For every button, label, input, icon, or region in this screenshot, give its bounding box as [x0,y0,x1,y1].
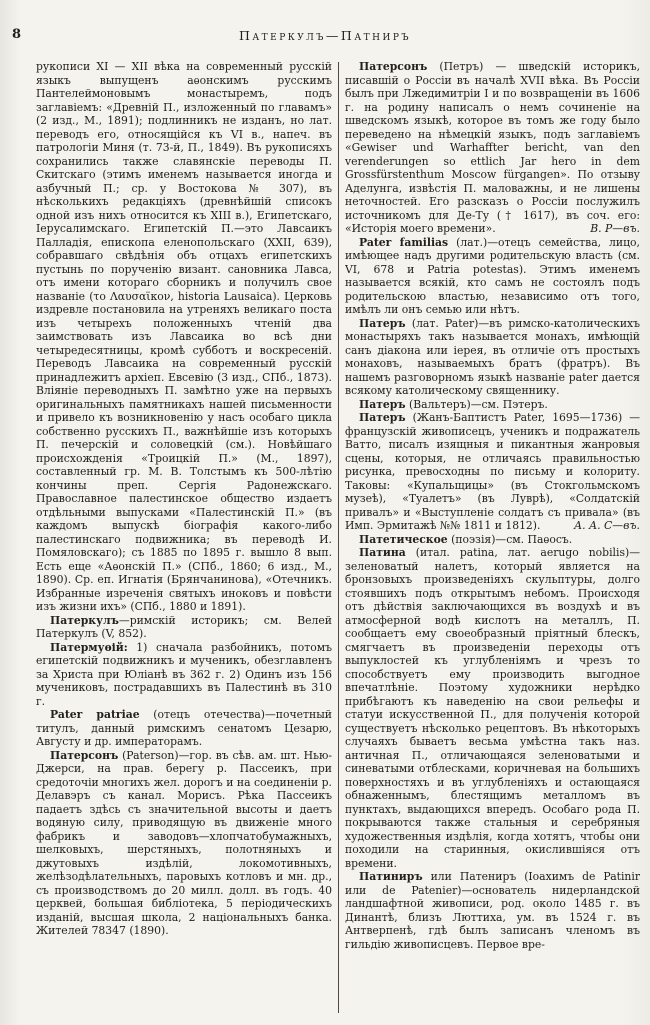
entry-term: Патеркулъ [50,613,119,627]
entry-term: Pater patriae [50,708,140,721]
entry-term: Патина [359,546,406,559]
running-title: Патеркулъ—Патниръ [238,28,412,43]
entry-term: Патерсонъ [50,748,119,762]
right-column [345,60,640,1013]
entry-paragraph: Патетическое (поэзія)—см. Паѳосъ. [359,532,573,546]
entry-paragraph: Pater familias (лат.)—отецъ семейства, лицо, имѣющее надъ другими родительскую власть (см. VI, 678 и Patria potestas). Этимъ именемъ называется всякій, кто самъ не состоялъ подъ родительскою властью, независимо отъ того, имѣлъ ли онъ семью или нѣтъ. [345,235,640,316]
author-signature: В. Р—въ. [590,222,640,235]
text-columns [36,60,640,1013]
entry-term: Патетическое [359,532,448,546]
entry-paragraph: Патина (итал. patina, лат. aerugo nobilis)—зеленоватый налетъ, который является на бронзовыхъ произведеніяхъ скульптуры, долго стоявшихъ подъ открытымъ небомъ. Происходя отъ дѣйствія заключающихся въ воздухѣ и въ атмосферной водѣ кислотъ на металлъ, П. сообщаетъ ему своеобразный пріятный блескъ, смягчаетъ въ произведеніи переходы отъ выпуклостей къ углубленіямъ и чрезъ то способствуетъ ему производить выгодное впечатлѣніе. Поэтому художники нерѣдко прибѣгаютъ къ наведенію на свои рельефы и статуи искусственной П., для полученія которой существуетъ нѣсколько рецептовъ. Въ нѣкоторыхъ случаяхъ бываетъ весьма умѣстна такъ наз. античная П., отличающаяся зеленоватыми и синеватыми отблесками, коричневая на большихъ поверхностяхъ и въ углубленіяхъ и остающаяся обнаженнымъ, блестящимъ металломъ въ пунктахъ, выдающихся впередъ. Особаго рода П. покрываются также стальныя и серебряныя художественныя издѣлія, когда хотятъ, чтобы они походили на старинныя, окислившіяся отъ времени. [345,546,640,870]
entry-paragraph: Патермуѳій: 1) сначала разбойникъ, потомъ египетскій подвижникъ и мученикъ, обезглавленъ за Христа при Юліанѣ въ 362 г. 2) Одинъ изъ 156 мучениковъ, пострадавшихъ въ Палестинѣ въ 310 г. [36,640,332,708]
column-divider-rule [338,62,339,1013]
entry-paragraph: Патеркулъ—римскій историкъ; см. Велей Патеркулъ (V, 852). [36,613,332,640]
entry-paragraph: Патеръ (Жанъ-Баптистъ Pater, 1695—1736) — французскій живописецъ, ученикъ и подражатель Ватто, писалъ изящныя и пикантныя жанровыя сцены, которыя, не отличаясь правильностью рисунка, превосходны по письму и колориту. Таковы: «Купальщицы» (въ Стокгольмскомъ музеѣ), «Туалетъ» (въ Луврѣ), «Солдатскій привалъ» и «Выступленіе солдатъ съ привала» (въ Имп. Эрмитажѣ №№ 1811 и 1812). А. А. С—въ. [345,411,640,532]
entry-paragraph: Патеръ (Вальтеръ)—см. Пэтеръ. [359,397,548,411]
entry-paragraph: Патиниръ или Патениръ (Іоахимъ de Patinir или de Patenier)—основатель нидерландской ландшафтной живописи, род. около 1485 г. въ Динантѣ, близъ Люттиха, ум. въ 1524 г. въ Антверпенѣ, гдѣ былъ записанъ членомъ въ гильдію живописцевъ. Первое вре- [345,870,640,951]
entry-paragraph: Pater patriae (отецъ отечества)—почетный титулъ, данный римскимъ сенатомъ Цезарю, Августу и др. императорамъ. [36,708,332,748]
entry-term: Патеръ [359,316,406,330]
entry-term: Патеръ [359,411,406,424]
author-signature: А. А. С—въ. [573,519,640,532]
page-header [0,27,650,45]
entry-term: Патеръ [359,397,406,411]
entry-term: Патиниръ [359,870,423,883]
left-column [36,60,332,1013]
entry-term: Pater familias [359,235,449,249]
entry-paragraph: Патеръ (лат. Pater)—въ римско-католическихъ монастыряхъ такъ называется монахъ, имѣющій санъ діакона или іерея, въ отличіе отъ простыхъ монаховъ, называемыхъ братъ (фратръ). Въ нашемъ разговорномъ языкѣ названіе pater дается всякому католическому священнику. [345,316,640,397]
entry-term: Патермуѳій: [50,640,128,654]
entry-paragraph: Патерсонъ (Петръ) — шведскій историкъ, писавшій о Россіи въ началѣ XVII вѣка. Въ Россіи былъ при Лжедимитріи I и по возвращеніи въ 1606 г. на родину написалъ о немъ сочиненіе на шведскомъ языкѣ, которое въ томъ же году было переведено на нѣмецкій языкъ, подъ заглавіемъ «Gewiser und Warhaffter bericht, van den verenderungen so ettlich Jar hero in dem Grossfürstenthum Moscow fürgangen». По отзыву Аделунга, извѣстія П. маловажны, и не лишены неточностей. Его разсказъ о Россіи послужилъ источникомъ для Де-Ту († 1617), въ соч. его: «Исторія моего времени». В. Р—въ. [345,60,640,235]
entry-term: Патерсонъ [359,60,428,73]
entry-paragraph: Патерсонъ (Paterson)—гор. въ сѣв. ам. шт. Нью-Джерси, на прав. берегу р. Пассеикъ, при средоточіи многихъ жел. дорогъ и на соединеніи р. Делавэръ съ канал. Морисъ. Рѣка Пассеикъ падаетъ здѣсь съ значительной высоты и даетъ водяную силу, приводящую въ движеніе много фабрикъ и заводовъ—хлопчатобумажныхъ, шелковыхъ, шерстяныхъ, полотняныхъ и джутовыхъ издѣлій, локомотивныхъ, желѣзодѣлательныхъ, паровыхъ котловъ и мн. др., съ производствомъ до 20 милл. долл. въ годъ. 40 церквей, большая библіотека, 5 періодическихъ изданій, высшая школа, 2 національныхъ банка. Жителей 78347 (1890). [36,748,332,937]
entry-paragraph: рукописи XI — XII вѣка на современный русскій языкъ выпущенъ аѳонскимъ русскимъ Пантелеймоновымъ монастыремъ, подъ заглавіемъ: «Древній П., изложенный по главамъ» (2 изд., М., 1891); подлинникъ не изданъ, но лат. переводъ его, относящійся къ VI в., напеч. въ патрологіи Миня (т. 73-й, П., 1849). Въ рукописяхъ сохранились также славянскіе переводы П. Скитскаго (этимъ именемъ называется иногда и азбучный П.; ср. у Востокова № 307), въ нѣсколькихъ редакціяхъ (древнѣйшій списокъ одной изъ нихъ относится къ XIII в.), Египетскаго, Іерусалимскаго. Египетскій П.—это Лавсаикъ Палладія, епископа еленопольскаго (XXII, 639), собравшаго свѣдѣнія объ отцахъ египетскихъ пустынь по порученію визант. сановника Лавса, отъ имени котораго сборникъ и получилъ свое названіе (το Λαυσαϊκον, historia Lausaica). Церковь издревле постановила на утреняхъ великаго поста изъ четырехъ положенныхъ чтеній два заимствовать изъ Лавсаика во всѣ дни четыредесятницы, кромѣ субботъ и воскресеній. Переводъ Лавсаика на современный русскій принадлежитъ архіеп. Евсевію (3 изд., СПб., 1873). Вліяніе переводныхъ П. замѣтно уже на первыхъ оригинальныхъ памятникахъ нашей письменности и привело къ возникновенію у насъ особаго цикла собственно русскихъ П., важнѣйшіе изъ которыхъ П. печерскій и соловецкій (см.). Новѣйшаго происхожденія «Троицкій П.» (М., 1897), составленный гр. М. В. Толстымъ къ 500-лѣтію кончины преп. Сергія Радонежскаго. Православное палестинское общество издаетъ отдѣльными выпусками «Палестинскій П.» (въ каждомъ выпускѣ біографія какого-либо палестинскаго подвижника; въ переводѣ И. Помяловскаго); съ 1885 по 1895 г. вышло 8 вып. Есть еще «Аѳонскій П.» (СПб., 1860; 6 изд., М., 1890). Ср. еп. Игнатія (Брянчанинова), «Отечникъ. Избранные изреченія святыхъ иноковъ и повѣсти изъ жизни ихъ» (СПб., 1880 и 1891). [36,60,332,613]
page-number: 8 [12,27,22,42]
